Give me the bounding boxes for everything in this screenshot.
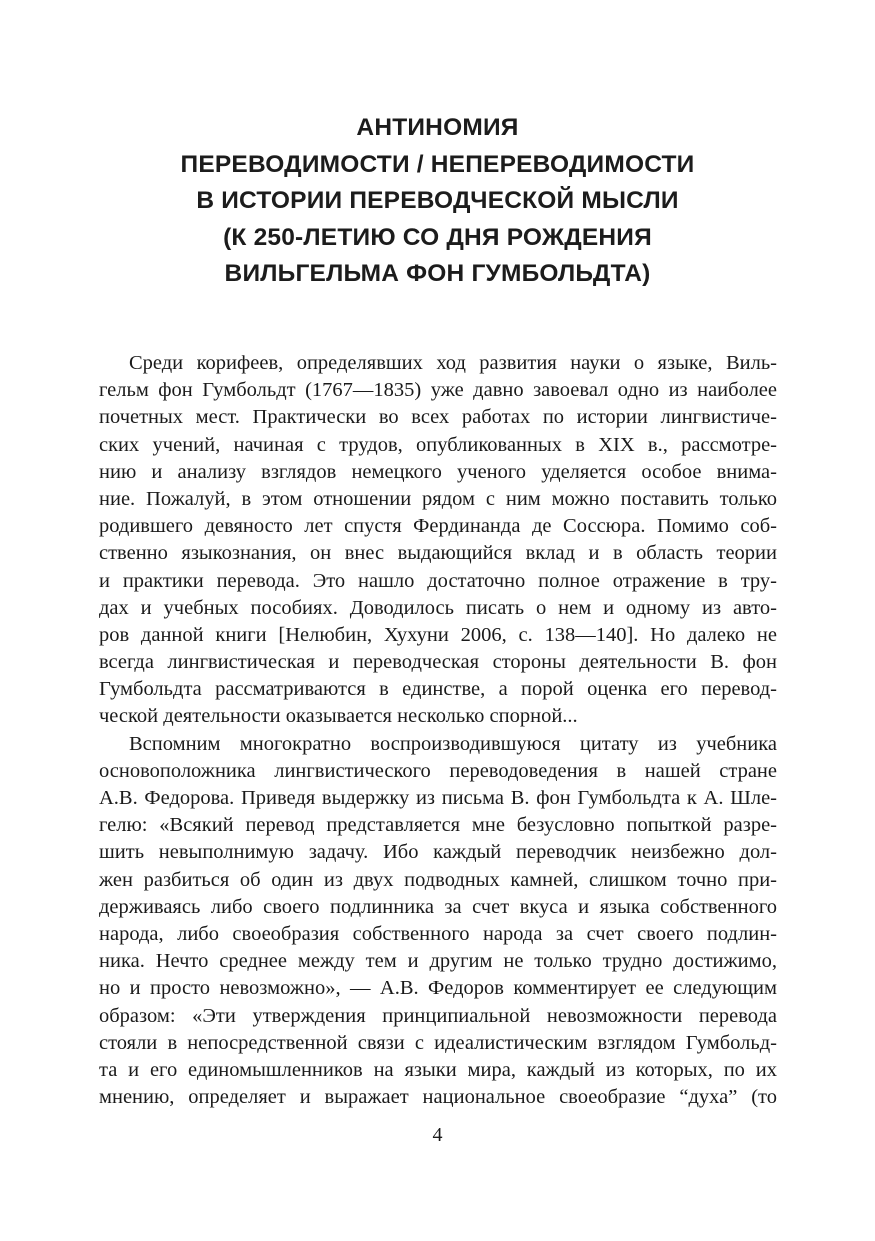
text-line: всегда лингвистическая и переводческая стороны деятельности В. фон	[99, 651, 777, 674]
text-line: шить невыполнимую задачу. Ибо каждый переводчик неизбежно дол-	[99, 841, 777, 864]
paragraph-2	[99, 731, 777, 1112]
text-line: основоположника лингвистического переводоведения в нашей стране	[99, 759, 777, 782]
text-line: ских учений, начиная с трудов, опубликованных в XIX в., рассмотре-	[99, 433, 777, 456]
text-line: мнению, определяет и выражает национальное своеобразие “духа” (то	[99, 1086, 777, 1109]
chapter-title	[100, 110, 775, 293]
text-line: родившего девяносто лет спустя Фердинанда де Соссюра. Помимо соб-	[99, 515, 777, 538]
page-number: 4	[432, 1124, 443, 1146]
text-line: образом: «Эти утверждения принципиальной невозможности перевода	[99, 1004, 777, 1027]
text-line: Вспомним многократно воспроизводившуюся цитату из учебника	[129, 732, 777, 755]
text-line: почетных мест. Практически во всех работах по истории лингвистиче-	[99, 406, 777, 429]
text-line: Среди корифеев, определявших ход развития науки о языке, Виль-	[129, 352, 777, 374]
text-line: стояли в непосредственной связи с идеалистическим взглядом Гумбольд-	[99, 1031, 777, 1054]
text-line: ческой деятельности оказывается несколько спорной...	[99, 705, 578, 728]
text-line: нию и анализу взглядов немецкого ученого уделяется особое внима-	[99, 460, 777, 483]
text-line: дах и учебных пособиях. Доводилось писать о нем и одному из авто-	[99, 596, 777, 619]
text-line: та и его единомышленников на языки мира, каждый из которых, по их	[99, 1058, 777, 1081]
text-line: гелю: «Всякий перевод представляется мне безусловно попыткой разре-	[99, 814, 777, 837]
text-line: А.В. Федорова. Приведя выдержку из письма В. фон Гумбольдта к А. Шле-	[99, 787, 777, 809]
text-line: народа, либо своеобразия собственного народа за счет своего подлин-	[99, 922, 777, 945]
text-line: гельм фон Гумбольдт (1767—1835) уже давно завоевал одно из наиболее	[99, 379, 777, 402]
text-line: и практики перевода. Это нашло достаточно полное отражение в тру-	[99, 569, 777, 592]
text-line: ственно языкознания, он внес выдающийся вклад и в область теории	[99, 542, 777, 565]
text-line: ров данной книги [Нелюбин, Хухуни 2006, с. 138—140]. Но далеко не	[99, 623, 777, 646]
text-line: Гумбольдта рассматриваются в единстве, а порой оценка его перевод-	[99, 678, 777, 701]
paragraph-1	[99, 350, 777, 731]
body-text	[99, 350, 777, 1111]
chapter-title-line: АНТИНОМИЯ	[356, 114, 519, 141]
chapter-title-line: ВИЛЬГЕЛЬМА ФОН ГУМБОЛЬДТА)	[224, 260, 651, 287]
chapter-title-line: (К 250-ЛЕТИЮ СО ДНЯ РОЖДЕНИЯ	[223, 223, 652, 251]
text-line: но и просто невозможно», — А.В. Федоров комментирует ее следующим	[99, 977, 777, 1000]
text-line: ника. Нечто среднее между тем и другим не только трудно достижимо,	[99, 950, 777, 973]
text-line: ние. Пожалуй, в этом отношении рядом с ним можно поставить только	[99, 487, 777, 510]
text-line: жен разбиться об один из двух подводных камней, слишком точно при-	[99, 868, 777, 891]
text-line: держиваясь либо своего подлинника за счет вкуса и языка собственного	[99, 895, 777, 918]
chapter-title-line: ПЕРЕВОДИМОСТИ / НЕПЕРЕВОДИМОСТИ	[180, 150, 695, 178]
chapter-title-line: В ИСТОРИИ ПЕРЕВОДЧЕСКОЙ МЫСЛИ	[196, 187, 679, 214]
